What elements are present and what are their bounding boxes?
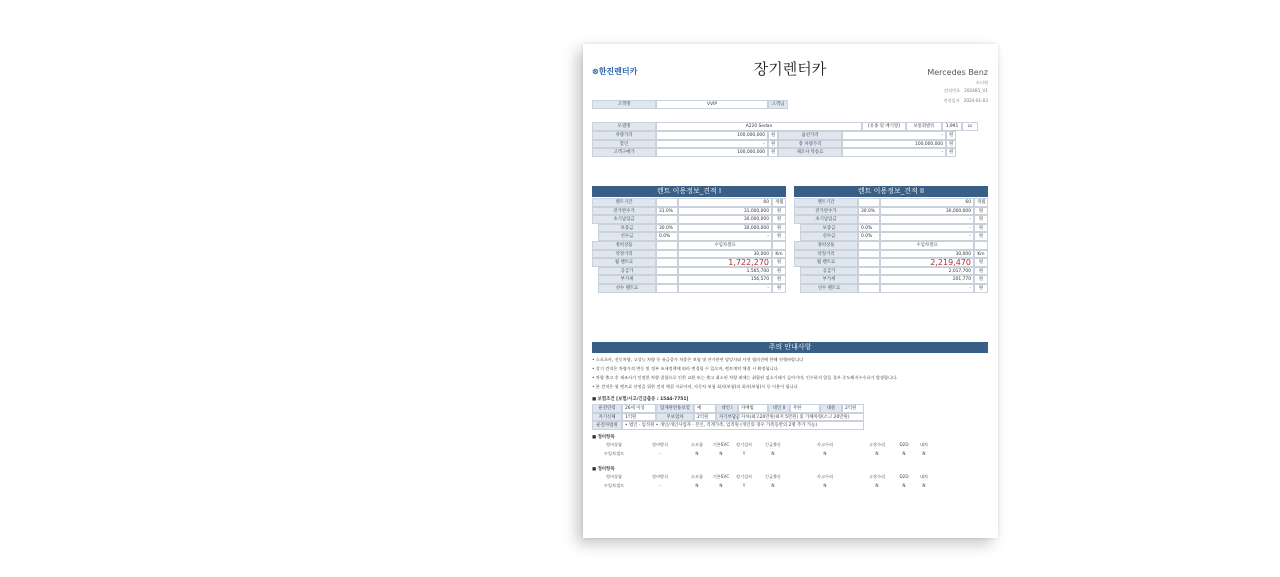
quote-row-label: 렌트기간 — [592, 198, 656, 207]
quote-row-label: 선수금 — [598, 232, 656, 241]
maint-col-header: 사고수리 — [816, 442, 834, 447]
quote-row — [592, 224, 786, 233]
model-label: 모델명 — [592, 122, 656, 131]
quote-row-pct — [858, 215, 880, 224]
notice-line: • 스포츠카, 전동차량, 고성능 차량 등 유금종가 차종은 보험 및 잔가관련 담당자와 사전 협의진에 한해 진행바랍니다 — [592, 357, 804, 362]
quote-row-label: 정비상품 — [592, 241, 656, 250]
quote-document — [583, 44, 998, 538]
quote-row-value: 1,565,700 — [678, 267, 772, 276]
quote-row — [794, 198, 988, 207]
maint-cell: N — [922, 451, 926, 456]
quote-row-pct: 0.0% — [656, 232, 678, 241]
quote-row-value: 201,770 — [880, 275, 974, 284]
price-value-2: 100,000,000 — [842, 140, 946, 149]
notice-line: • 차량 출고 후 제조사가 인정한 차량 결함으로 인한 교환 또는 출고 취소된 차량 외에는 취합된 임소가래가 들어가며, 인수하지 않을 경우 중도해지수수료가 발생합니다. — [592, 375, 898, 380]
quote-row-unit: 원 — [772, 284, 786, 293]
quote-row-unit: 원 — [772, 275, 786, 284]
insurance-cell: 운전자범위 — [592, 421, 622, 430]
quote-row-unit: 원 — [974, 215, 988, 224]
insurance-cell: 자배법 — [738, 404, 768, 413]
quote-row-value: 30,000,000 — [678, 215, 772, 224]
quote-row-unit — [772, 241, 786, 250]
quote-row-pct: 0.0% — [858, 224, 880, 233]
insurance-cell: 예 — [694, 404, 716, 413]
notice-title: 주의 안내사항 — [592, 342, 988, 353]
cc-unit: cc — [962, 122, 978, 131]
quote-row-pct — [656, 275, 678, 284]
quote-row — [794, 224, 988, 233]
quote-row — [592, 250, 786, 259]
quote-row-label: 약정거리 — [592, 250, 656, 259]
maint-col-header: 고장수리 — [868, 474, 886, 479]
price-label-2: 옵션가격 — [778, 131, 842, 140]
price-unit: 원 — [768, 148, 778, 157]
maint-col-header: 긴급출동 — [764, 442, 782, 447]
quote-row-label: 선수 렌트료 — [800, 284, 858, 293]
quote-title: 렌트 이용정보_견적 I — [592, 186, 786, 197]
maint-col-header: 고장수리 — [868, 442, 886, 447]
quote-row-pct: 31.0% — [656, 207, 678, 216]
quote-row-value: - — [880, 284, 974, 293]
quote-row-value: 1,722,270 — [678, 258, 772, 267]
quote-row-label: 정비상품 — [794, 241, 858, 250]
maint-cell: N — [823, 483, 827, 488]
quote-row-pct: 0.0% — [858, 232, 880, 241]
insurance-row — [592, 404, 864, 413]
quote-row-pct — [858, 241, 880, 250]
maint-cell: Y — [742, 451, 746, 456]
quote-row-label: 선수 렌트료 — [598, 284, 656, 293]
customer-name: VVIP — [656, 100, 768, 109]
quote-row-pct — [858, 250, 880, 259]
price-label: 차량가격 — [592, 131, 656, 140]
price-value: - — [656, 140, 768, 149]
maint-col-header: 긴급출동 — [764, 474, 782, 479]
quote-row-label: 보증금 — [800, 224, 858, 233]
quote-row-value: 수입차셀프 — [880, 241, 974, 250]
insurance-cell: 자기신체 — [592, 413, 622, 422]
insurance-cell: 대물 — [820, 404, 842, 413]
maint-header-2: ■ 정비항목 — [592, 467, 615, 472]
quote-row-pct — [858, 258, 880, 267]
price-unit: 원 — [768, 131, 778, 140]
quote-row-unit: 원 — [974, 267, 988, 276]
insurance-cell: 2억원 — [694, 413, 716, 422]
price-unit: 원 — [768, 140, 778, 149]
model-name: A220 Sedan — [656, 122, 862, 131]
spec-label: [유종 및 배기량] — [862, 122, 906, 131]
maint-cell: N — [719, 451, 723, 456]
maint-col-header: 정비상품 — [605, 442, 623, 447]
price-value: 100,000,000 — [656, 148, 768, 157]
maint-cell: N — [695, 451, 699, 456]
maint-header-row — [592, 442, 934, 448]
quote-row-label: 잔가반수가 — [592, 207, 656, 216]
maint-cell: N — [902, 483, 906, 488]
insurance-cell: 1억원 — [622, 413, 656, 422]
quote-row-unit: Km — [974, 250, 988, 259]
insurance-cell: 대인 I — [716, 404, 738, 413]
quote-row — [794, 258, 988, 267]
quote-row-unit: 원 — [974, 275, 988, 284]
maint-col-header: 대차 — [919, 474, 929, 479]
quote-row-pct — [656, 284, 678, 293]
quote-row — [794, 250, 988, 259]
quote-row — [592, 284, 786, 293]
maint-col-header: 정비방식 — [651, 442, 669, 447]
maint-cell: N — [771, 451, 775, 456]
quote-row-unit: 원 — [974, 232, 988, 241]
quote-row-unit: Km — [772, 250, 786, 259]
price-unit-2: 원 — [946, 131, 956, 140]
company-logo: ⊗한진렌터카 — [592, 67, 638, 76]
quote-row-value: 60 — [678, 198, 772, 207]
quote-row-pct — [656, 215, 678, 224]
quote-row-value: 156,570 — [678, 275, 772, 284]
quote-row-value: - — [880, 224, 974, 233]
quote-row-unit: 원 — [772, 207, 786, 216]
quote-row-label: 잔가반수가 — [794, 207, 858, 216]
price-value: 100,000,000 — [656, 131, 768, 140]
quote-row-unit: 개월 — [974, 198, 988, 207]
quote-row-value: 30,000,000 — [880, 207, 974, 216]
maint-col-header: D2D — [899, 442, 909, 447]
quote-row — [592, 258, 786, 267]
quote-row — [794, 241, 988, 250]
maint-col-header: D2D — [899, 474, 909, 479]
quote-row-value: 60 — [880, 198, 974, 207]
maint-col-header: 정비방식 — [651, 474, 669, 479]
quote-row — [592, 241, 786, 250]
quote-row — [794, 284, 988, 293]
maint-cell: N — [719, 483, 723, 488]
maint-cell: 수입차셀프 — [603, 451, 625, 456]
quote-row — [794, 207, 988, 216]
quote-row-pct — [656, 258, 678, 267]
quote-row-unit: 원 — [772, 232, 786, 241]
maint-cell: N — [922, 483, 926, 488]
price-value-2: - — [842, 148, 946, 157]
insurance-cell: • 법인 · 임직원 • 개인/개인사업자 · 본인, 직계가족, 임직원 (개인의 경우 가족동반의 2명 추가 가능) — [622, 421, 864, 430]
quote-row — [592, 215, 786, 224]
customer-label: 고객명 — [592, 100, 656, 109]
quote-row — [592, 207, 786, 216]
quote-row-pct: 30.0% — [656, 224, 678, 233]
price-value-2: - — [842, 131, 946, 140]
quote-row-value: - — [678, 232, 772, 241]
quote-row-label: 월 렌트료 — [592, 258, 656, 267]
quote-row-unit: 원 — [772, 267, 786, 276]
maint-header: ■ 정비항목 — [592, 435, 615, 440]
price-label-2: 총 차량가격 — [778, 140, 842, 149]
price-row — [592, 148, 956, 157]
quote-row-value: 30,000 — [880, 250, 974, 259]
insurance-row — [592, 413, 864, 422]
price-label: 할인 — [592, 140, 656, 149]
quote-row-value: - — [880, 232, 974, 241]
quote-row-pct — [858, 267, 880, 276]
insurance-cell: 대인 II — [768, 404, 790, 413]
quote-row — [794, 215, 988, 224]
quote-row-unit: 원 — [974, 207, 988, 216]
maint-cell: N — [695, 483, 699, 488]
quote-number: 견적번호 2024B1_V1 — [943, 88, 988, 93]
insurance-cell: 26세 이상 — [622, 404, 656, 413]
quote-row-value: 30,000,000 — [678, 224, 772, 233]
quote-row-pct: 30.0% — [858, 207, 880, 216]
maint-row — [592, 451, 934, 457]
quote-row-unit: 원 — [974, 284, 988, 293]
maint-cell: - — [659, 483, 661, 488]
customer-suffix: 고객님 — [768, 100, 788, 109]
quote-row — [794, 275, 988, 284]
quote-row-label: 보증금 — [598, 224, 656, 233]
quote-row-unit: 원 — [772, 258, 786, 267]
quote-row — [592, 198, 786, 207]
quote-row-label: 공급가 — [800, 267, 858, 276]
quote-row-label: 부가세 — [800, 275, 858, 284]
quote-row-label: 부가세 — [598, 275, 656, 284]
quote-row-label: 약정거리 — [794, 250, 858, 259]
quote-row — [592, 267, 786, 276]
insurance-cell: 2억원 — [842, 404, 864, 413]
insurance-cell: 무한 — [790, 404, 820, 413]
price-unit-2: 원 — [946, 148, 956, 157]
price-row — [592, 140, 956, 149]
maint-col-header: 소모품 — [690, 474, 704, 479]
maint-col-header: 기본SVC — [712, 474, 730, 479]
quote-title: 렌트 이용정보_견적 II — [794, 186, 988, 197]
maint-cell: 수입차셀프 — [603, 483, 625, 488]
quote-row-unit: 개월 — [772, 198, 786, 207]
quote-row-pct — [858, 284, 880, 293]
quote-row-value: 31,000,000 — [678, 207, 772, 216]
quote-row-value: 수입차셀프 — [678, 241, 772, 250]
quote-row-pct — [656, 250, 678, 259]
maint-col-header: 사고수리 — [816, 474, 834, 479]
insurance-cell: 자차(최고20만원/최저 5만원) 및 가해차량(소고 20만원) — [738, 413, 864, 422]
quote-row-value: 2,017,700 — [880, 267, 974, 276]
insurance-cell: 탑재관련용보험 — [656, 404, 694, 413]
insurance-cell: 무보험차 — [656, 413, 694, 422]
quote-row-pct — [656, 198, 678, 207]
quote-row — [592, 232, 786, 241]
maint-cell: N — [902, 451, 906, 456]
quote-row-pct — [858, 198, 880, 207]
maint-col-header: 정비상품 — [605, 474, 623, 479]
quote-row — [794, 232, 988, 241]
notice-line: • 상기 견적은 차량가격 변동 및 정부 조세정책에 따라 변경될 수 있으며, 렌트계약 체결 시 확정됩니다. — [592, 366, 779, 371]
maker-name: Mercedes Benz — [927, 68, 988, 77]
quote-row-value: 2,219,470 — [880, 258, 974, 267]
price-unit-2: 원 — [946, 140, 956, 149]
maint-cell: N — [823, 451, 827, 456]
maint-cell: N — [771, 483, 775, 488]
maint-col-header: 대차 — [919, 442, 929, 447]
insurance-cell: 운전연령 — [592, 404, 622, 413]
quote-row-unit: 원 — [772, 215, 786, 224]
maint-cell: Y — [742, 483, 746, 488]
quote-row-label: 초기납입금 — [794, 215, 858, 224]
quote-row-label: 선수금 — [800, 232, 858, 241]
meta-sub: 모터원 — [975, 80, 988, 85]
insurance-row — [592, 421, 864, 430]
notice-line: • 본 견적은 월 렌트료 산정을 위한 견적 체결 자료이며, 자동차 보험 회사(보험)과 회사(보험)시 등 이용이 됩니다 — [592, 384, 798, 389]
price-row — [592, 131, 956, 140]
quote-row-unit: 원 — [772, 224, 786, 233]
quote-row-unit — [974, 241, 988, 250]
quote-row-value: - — [880, 215, 974, 224]
quote-row — [592, 275, 786, 284]
quote-row-label: 월 렌트료 — [794, 258, 858, 267]
maint-col-header: 기본SVC — [712, 442, 730, 447]
maint-col-header: 정기검사 — [735, 474, 753, 479]
quote-row — [794, 267, 988, 276]
model-row — [592, 122, 978, 131]
insurance-cell: 자기부담금 — [716, 413, 738, 422]
quote-row-label: 렌트기간 — [794, 198, 858, 207]
maint-header-row — [592, 474, 934, 480]
engine-cc: 1,991 — [942, 122, 962, 131]
maint-col-header: 소모품 — [690, 442, 704, 447]
fuel-type: 보통휘발유 — [906, 122, 942, 131]
price-label-2: 제조사 탁송료 — [778, 148, 842, 157]
quote-row-value: 30,000 — [678, 250, 772, 259]
maint-col-header: 정기검사 — [735, 442, 753, 447]
maint-row — [592, 483, 934, 489]
quote-row-pct — [656, 267, 678, 276]
quote-row-label: 공급가 — [598, 267, 656, 276]
price-label: 고객구매가 — [592, 148, 656, 157]
customer-row — [592, 100, 788, 109]
maint-cell: N — [875, 451, 879, 456]
insurance-header: ■ 보험조건 [보험/사고/긴급출동 : 1544-7751] — [592, 397, 689, 402]
document-title: 장기렌터카 — [753, 60, 827, 78]
quote-row-value: - — [678, 284, 772, 293]
maint-cell: N — [875, 483, 879, 488]
quote-date: 견적일자 2024-01-03 — [943, 98, 988, 103]
quote-row-label: 초기납입금 — [592, 215, 656, 224]
quote-row-pct — [858, 275, 880, 284]
quote-row-unit: 원 — [974, 258, 988, 267]
quote-row-unit: 원 — [974, 224, 988, 233]
maint-cell: - — [659, 451, 661, 456]
quote-row-pct — [656, 241, 678, 250]
